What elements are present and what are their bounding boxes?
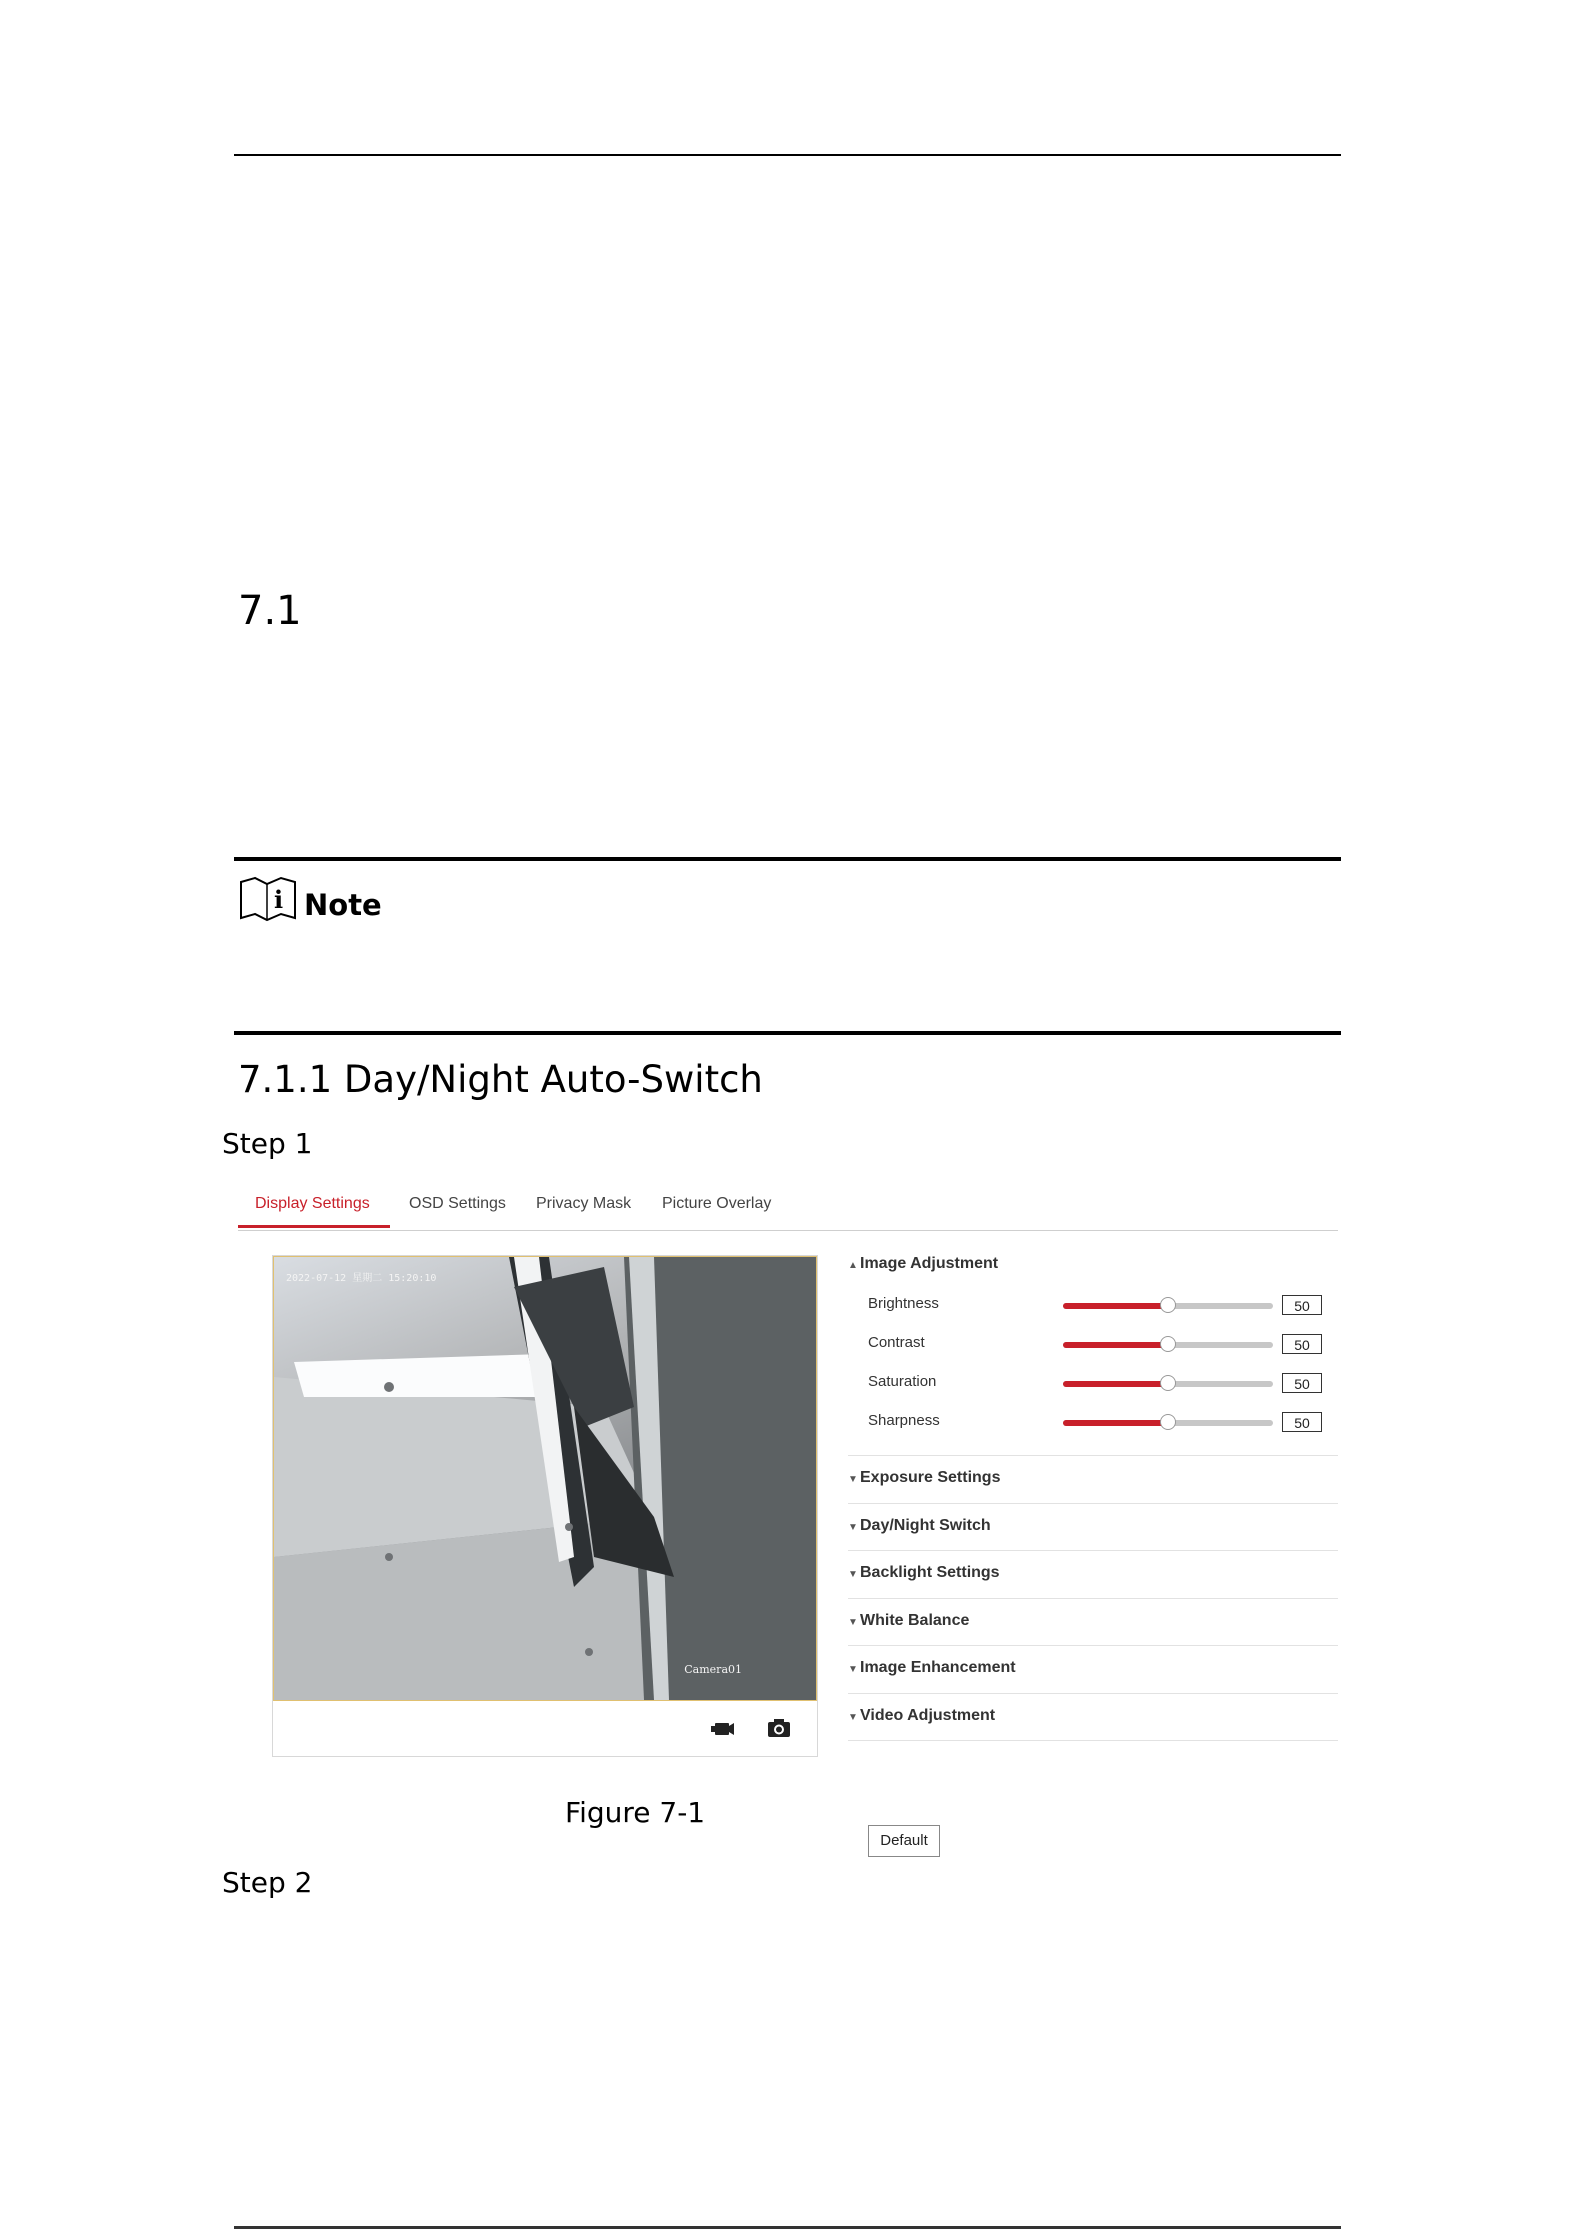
slider-fill (1063, 1342, 1168, 1348)
slider-value-input[interactable]: 50 (1282, 1373, 1322, 1393)
tab-privacy-mask[interactable]: Privacy Mask (536, 1195, 632, 1212)
slider-row-saturation (848, 1373, 1338, 1397)
slider-label: Saturation (868, 1373, 937, 1390)
subsection-title: 7.1.1 Day/Night Auto-Switch (238, 1058, 763, 1101)
section-divider (848, 1503, 1338, 1504)
slider-row-contrast (848, 1334, 1338, 1358)
step-1-label: Step 1 (222, 1127, 313, 1160)
slider-value-input[interactable]: 50 (1282, 1295, 1322, 1315)
slider-thumb[interactable] (1160, 1297, 1176, 1313)
note-top-rule (234, 857, 1341, 861)
slider-value-input[interactable]: 50 (1282, 1334, 1322, 1354)
slider-value-input[interactable]: 50 (1282, 1412, 1322, 1432)
tab-display-settings[interactable]: Display Settings (255, 1195, 370, 1212)
slider-thumb[interactable] (1160, 1414, 1176, 1430)
slider-thumb[interactable] (1160, 1336, 1176, 1352)
slider-thumb[interactable] (1160, 1375, 1176, 1391)
settings-tabs (238, 1175, 1338, 1231)
section-divider (848, 1598, 1338, 1599)
section-title: Day/Night Switch (860, 1516, 991, 1534)
svg-text:i: i (274, 885, 284, 914)
slider-row-sharpness (848, 1412, 1338, 1436)
section-header-exposure-settings[interactable] (848, 1469, 1000, 1487)
header-rule (234, 154, 1341, 156)
camera-capture-icon[interactable] (767, 1717, 791, 1739)
section-title: Exposure Settings (860, 1469, 1001, 1486)
section-title: Image Enhancement (860, 1659, 1016, 1676)
slider-label: Contrast (868, 1334, 925, 1351)
tab-osd-settings[interactable]: OSD Settings (409, 1195, 506, 1212)
osd-camera-name: Camera01 (684, 1663, 742, 1676)
default-button[interactable]: Default (868, 1825, 940, 1857)
section-number: 7.1 (238, 588, 302, 634)
video-feed[interactable] (273, 1256, 817, 1701)
section-header-video-adjustment[interactable] (848, 1707, 995, 1725)
section-header-image-enhancement[interactable] (848, 1659, 1016, 1677)
chevron-down-icon: ▼ (848, 1616, 858, 1628)
preview-controls (273, 1701, 817, 1756)
chevron-down-icon: ▼ (848, 1521, 858, 1533)
slider-fill (1063, 1303, 1168, 1309)
slider-label: Brightness (868, 1295, 939, 1312)
section-divider (848, 1455, 1338, 1456)
slider-track[interactable] (1063, 1303, 1273, 1309)
section-title: Backlight Settings (860, 1564, 1000, 1581)
video-record-icon[interactable] (711, 1717, 735, 1739)
chevron-down-icon: ▼ (848, 1711, 858, 1723)
figure-caption: Figure 7-1 (565, 1796, 706, 1829)
section-divider (848, 1550, 1338, 1551)
video-scene (274, 1257, 816, 1700)
slider-fill (1063, 1381, 1168, 1387)
live-preview (272, 1255, 818, 1757)
osd-timestamp: 2022-07-12 星期二 15:20:10 (286, 1273, 437, 1284)
note-icon (237, 874, 299, 924)
slider-track[interactable] (1063, 1420, 1273, 1426)
slider-track[interactable] (1063, 1342, 1273, 1348)
chevron-down-icon: ▼ (848, 1664, 858, 1675)
slider-fill (1063, 1420, 1168, 1426)
section-header-backlight-settings[interactable] (848, 1564, 1000, 1582)
image-adjustment-header[interactable] (848, 1255, 998, 1273)
section-header-white-balance[interactable] (848, 1612, 969, 1630)
footer-rule (234, 2226, 1341, 2229)
note-label: Note (304, 888, 382, 922)
chevron-up-icon: ▲ (848, 1260, 858, 1271)
section-title: Video Adjustment (860, 1706, 996, 1724)
slider-row-brightness (848, 1295, 1338, 1319)
section-header-day-night-switch[interactable] (848, 1517, 991, 1535)
note-bottom-rule (234, 1031, 1341, 1035)
section-divider (848, 1693, 1338, 1694)
slider-track[interactable] (1063, 1381, 1273, 1387)
slider-label: Sharpness (868, 1412, 940, 1429)
active-tab-indicator (238, 1225, 390, 1228)
section-divider (848, 1645, 1338, 1646)
chevron-down-icon: ▼ (848, 1474, 858, 1485)
section-title: White Balance (860, 1611, 970, 1629)
tab-picture-overlay[interactable]: Picture Overlay (662, 1195, 772, 1212)
image-adjustment-title: Image Adjustment (860, 1255, 999, 1272)
step-2-label: Step 2 (222, 1866, 313, 1899)
chevron-down-icon: ▼ (848, 1569, 858, 1580)
section-divider (848, 1740, 1338, 1741)
